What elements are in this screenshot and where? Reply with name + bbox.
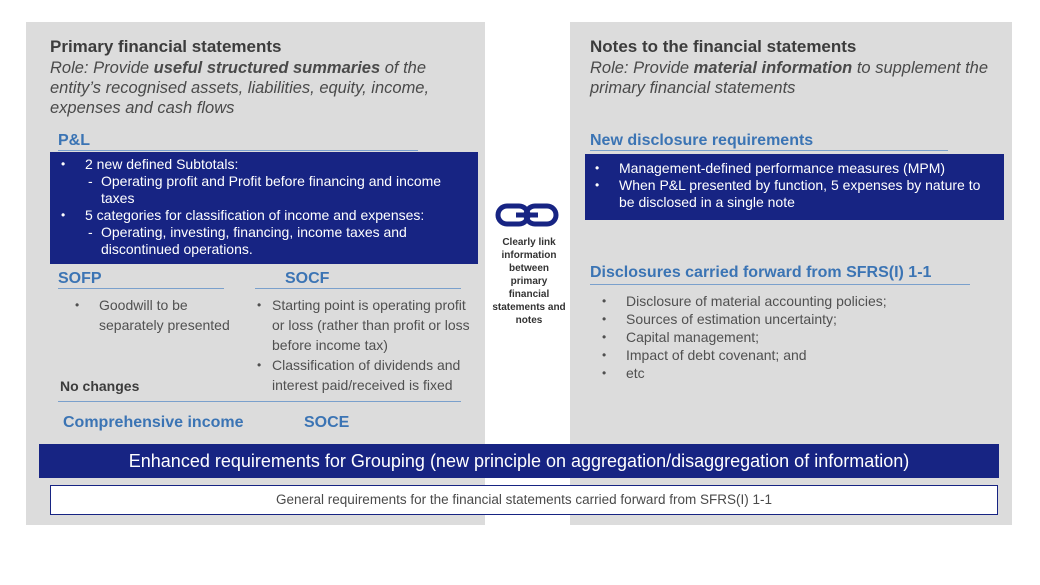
list-item: • Impact of debt covenant; and — [600, 346, 1000, 364]
list-item: • When P&L presented by function, 5 expenses by nature to be disclosed in a single note — [593, 177, 998, 211]
comprehensive-income-title: Comprehensive income — [63, 414, 244, 431]
link-description: Clearly link information between primary financial statements and notes — [492, 237, 566, 326]
notes-heading: Notes to the financial statements — [590, 37, 857, 56]
pl-box — [50, 152, 478, 264]
list-item: • Sources of estimation uncertainty; — [600, 310, 1000, 328]
socf-rule — [255, 288, 461, 289]
list-item: • Management-defined performance measures (MPM) — [593, 160, 998, 177]
sofp-list — [73, 295, 243, 335]
new-disclosures-list — [593, 160, 998, 211]
grouping-banner: Enhanced requirements for Grouping (new principle on aggregation/disaggregation of information) — [39, 444, 999, 478]
socf-title: SOCF — [285, 270, 330, 287]
pl-list — [59, 156, 469, 258]
carried-forward-rule — [590, 284, 970, 285]
list-item: - Operating, investing, financing, income taxes and discontinued operations. — [59, 224, 469, 258]
carried-forward-title: Disclosures carried forward from SFRS(I) 1-1 — [590, 264, 932, 281]
list-item: • 5 categories for classification of income and expenses: — [59, 207, 469, 224]
new-disclosures-title: New disclosure requirements — [590, 132, 814, 149]
list-item: • 2 new defined Subtotals: — [59, 156, 469, 173]
no-changes-label: No changes — [60, 378, 140, 394]
primary-statements-role: Role: Provide useful structured summaries of the entity’s recognised assets, liabilities, equity, income, expenses and cash flows — [50, 59, 430, 117]
chain-link-icon — [494, 201, 564, 229]
primary-statements-heading: Primary financial statements — [50, 37, 282, 56]
list-item: • Goodwill to be separately presented — [73, 295, 243, 335]
new-disclosures-rule — [590, 150, 948, 151]
list-item: • Starting point is operating profit or loss (rather than profit or loss before income tax) — [255, 295, 480, 355]
general-requirements-banner: General requirements for the financial statements carried forward from SFRS(I) 1-1 — [50, 485, 998, 515]
socf-list — [255, 295, 480, 395]
soce-title: SOCE — [304, 414, 350, 431]
list-item: • Capital management; — [600, 328, 1000, 346]
carried-forward-list — [600, 292, 1000, 382]
pl-rule — [58, 150, 418, 151]
list-item: • etc — [600, 364, 1000, 382]
pl-title: P&L — [58, 132, 90, 149]
list-item: • Classification of dividends and interest paid/received is fixed — [255, 355, 480, 395]
sofp-rule — [58, 288, 224, 289]
no-changes-rule — [58, 401, 461, 402]
sofp-title: SOFP — [58, 270, 102, 287]
list-item: • Disclosure of material accounting policies; — [600, 292, 1000, 310]
new-disclosures-box — [585, 154, 1004, 220]
notes-role: Role: Provide material information to supplement the primary financial statements — [590, 59, 989, 97]
list-item: - Operating profit and Profit before financing and income taxes — [59, 173, 469, 207]
